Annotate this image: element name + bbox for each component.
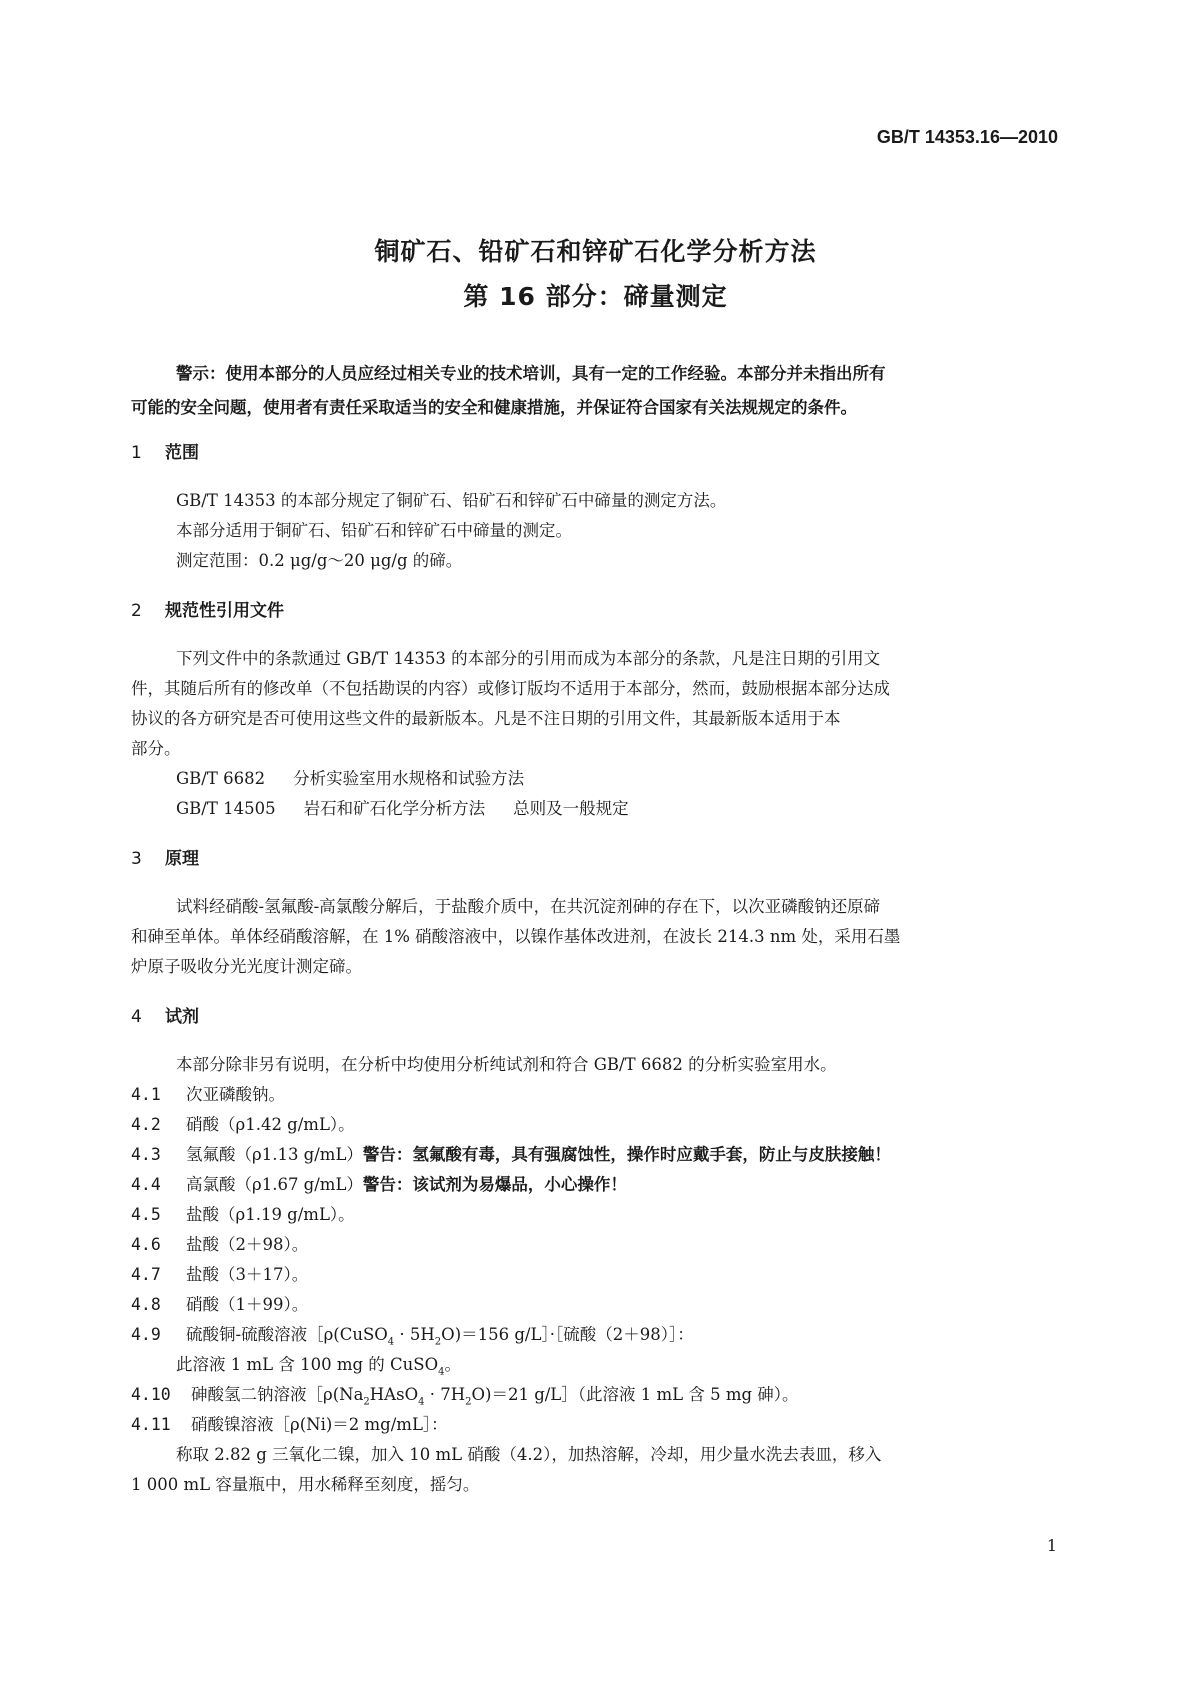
item-number: 4.7: [131, 1265, 161, 1284]
reference-gb6682: [176, 765, 524, 789]
s2-line4: 部分。: [131, 739, 181, 758]
item-number: 4.5: [131, 1205, 161, 1224]
reagent-4-8: [131, 1291, 308, 1315]
s1-para1: GB/T 14353 的本部分规定了铜矿石、铅矿石和锌矿石中碲量的测定方法。: [176, 491, 727, 510]
reagent-4-10: [131, 1381, 799, 1407]
s3-line2: 和砷至单体。单体经硝酸溶解，在 1% 硝酸溶液中，以镍作基体改进剂，在波长 214.3 nm 处，采用石墨: [131, 927, 901, 946]
reagent-4-9: [131, 1321, 694, 1347]
item-text: 硝酸（1＋99）。: [186, 1295, 309, 1314]
item-text: 硝酸镍溶液［ρ(Ni)＝2 mg/mL］：: [191, 1415, 448, 1434]
subscript: 4: [418, 1396, 425, 1408]
subscript: 2: [465, 1396, 472, 1408]
item-text: 盐酸（2＋98）。: [186, 1235, 309, 1254]
item-text: · 7H: [424, 1385, 466, 1404]
item-text: 高氯酸（ρ1.67 g/mL）: [186, 1175, 363, 1194]
page-number: 1: [1046, 1536, 1057, 1555]
item-number: 4.10: [131, 1385, 171, 1404]
standard-code: GB/T 14353.16—2010: [876, 127, 1058, 147]
section-2-heading: [131, 596, 284, 621]
subscript: 2: [434, 1336, 442, 1348]
subscript: 4: [387, 1336, 395, 1348]
section-title: 试剂: [165, 1007, 199, 1027]
ref-title-2: 总则及一般规定: [513, 799, 629, 818]
section-3-heading: [131, 844, 199, 869]
item-text: 盐酸（3＋17）。: [186, 1265, 309, 1284]
item-text: 次亚磷酸钠。: [186, 1085, 285, 1104]
reference-gb14505: [176, 795, 629, 819]
item-text: O)＝21 g/L］（此溶液 1 mL 含 5 mg 砷）。: [471, 1385, 799, 1404]
item-warning: 警告：氢氟酸有毒，具有强腐蚀性，操作时应戴手套，防止与皮肤接触！: [362, 1145, 891, 1164]
section-title: 规范性引用文件: [165, 601, 284, 621]
s3-line3: 炉原子吸收分光光度计测定碲。: [131, 957, 362, 976]
item-text: 硝酸（ρ1.42 g/mL）。: [186, 1115, 355, 1134]
section-1-heading: [131, 438, 199, 463]
item-number: 4.4: [131, 1175, 161, 1194]
reagent-4-4: [131, 1171, 627, 1195]
section-number: 3: [131, 849, 142, 869]
reagent-4-9-note: [176, 1351, 461, 1377]
warning-line1: 警示：使用本部分的人员应经过相关专业的技术培训，具有一定的工作经验。本部分并未指出所有: [176, 364, 886, 383]
item-text: 此溶液 1 mL 含 100 mg 的 CuSO: [176, 1355, 439, 1374]
item-number: 4.3: [131, 1145, 161, 1164]
ref-code: GB/T 14505: [176, 799, 276, 818]
item-number: 4.11: [131, 1415, 171, 1434]
section-title: 范围: [165, 443, 199, 463]
subscript: 2: [363, 1396, 370, 1408]
s1-para2: 本部分适用于铜矿石、铅矿石和锌矿石中碲量的测定。: [176, 521, 572, 540]
ref-title: 岩石和矿石化学分析方法: [303, 799, 486, 818]
item-number: 4.6: [131, 1235, 161, 1254]
ref-code: GB/T 6682: [176, 769, 266, 788]
doc-title-line2: 第 16 部分：碲量测定: [463, 282, 728, 311]
item-text: · 5H: [394, 1325, 435, 1344]
section-number: 2: [131, 601, 142, 621]
item-number: 4.8: [131, 1295, 161, 1314]
item-text: HAsO: [369, 1385, 419, 1404]
reagent-4-11-line1: 称取 2.82 g 三氧化二镍，加入 10 mL 硝酸（4.2），加热溶解，冷却，用少量水洗去表皿，移入: [176, 1445, 882, 1464]
section-number: 4: [131, 1007, 142, 1027]
reagent-4-5: [131, 1201, 355, 1225]
warning-line2: 可能的安全问题，使用者有责任采取适当的安全和健康措施，并保证符合国家有关法规规定的条件。: [131, 398, 857, 417]
item-text: 砷酸氢二钠溶液［ρ(Na: [191, 1385, 364, 1404]
reagent-4-7: [131, 1261, 308, 1285]
item-text: 。: [444, 1355, 461, 1374]
item-warning: 警告：该试剂为易爆品，小心操作！: [362, 1175, 627, 1194]
reagent-4-6: [131, 1231, 308, 1255]
item-number: 4.2: [131, 1115, 161, 1134]
reagent-4-1: [131, 1081, 285, 1105]
doc-title-line1: 铜矿石、铅矿石和锌矿石化学分析方法: [374, 237, 817, 266]
reagent-4-2: [131, 1111, 355, 1135]
item-text: 硫酸铜-硫酸溶液［ρ(CuSO: [186, 1325, 388, 1344]
s4-intro: 本部分除非另有说明，在分析中均使用分析纯试剂和符合 GB/T 6682 的分析实验室用水。: [176, 1055, 837, 1074]
s2-line1: 下列文件中的条款通过 GB/T 14353 的本部分的引用而成为本部分的条款，凡是注日期的引用文: [176, 649, 881, 668]
s1-para3: 测定范围：0.2 μg/g～20 μg/g 的碲。: [176, 551, 463, 570]
s2-line3: 协议的各方研究是否可使用这些文件的最新版本。凡是不注日期的引用文件，其最新版本适用于本: [131, 709, 841, 728]
section-4-heading: [131, 1002, 199, 1027]
reagent-4-3: [131, 1141, 891, 1165]
reagent-4-11-line2: 1 000 mL 容量瓶中，用水稀释至刻度，摇匀。: [131, 1475, 480, 1494]
section-title: 原理: [165, 849, 199, 869]
item-text: 盐酸（ρ1.19 g/mL）。: [186, 1205, 355, 1224]
ref-title: 分析实验室用水规格和试验方法: [293, 769, 525, 788]
item-number: 4.1: [131, 1085, 161, 1104]
reagent-4-11: [131, 1411, 448, 1435]
item-text: 氢氟酸（ρ1.13 g/mL）: [186, 1145, 363, 1164]
item-text: O)＝156 g/L］·［硫酸（2＋98）］：: [441, 1325, 694, 1344]
s2-line2: 件，其随后所有的修改单（不包括勘误的内容）或修订版均不适用于本部分，然而，鼓励根据本部分达成: [131, 679, 890, 698]
item-number: 4.9: [131, 1325, 161, 1344]
subscript: 4: [438, 1366, 445, 1378]
s3-line1: 试料经硝酸-氢氟酸-高氯酸分解后，于盐酸介质中，在共沉淀剂砷的存在下，以次亚磷酸钠还原碲: [176, 897, 881, 916]
section-number: 1: [131, 443, 142, 463]
